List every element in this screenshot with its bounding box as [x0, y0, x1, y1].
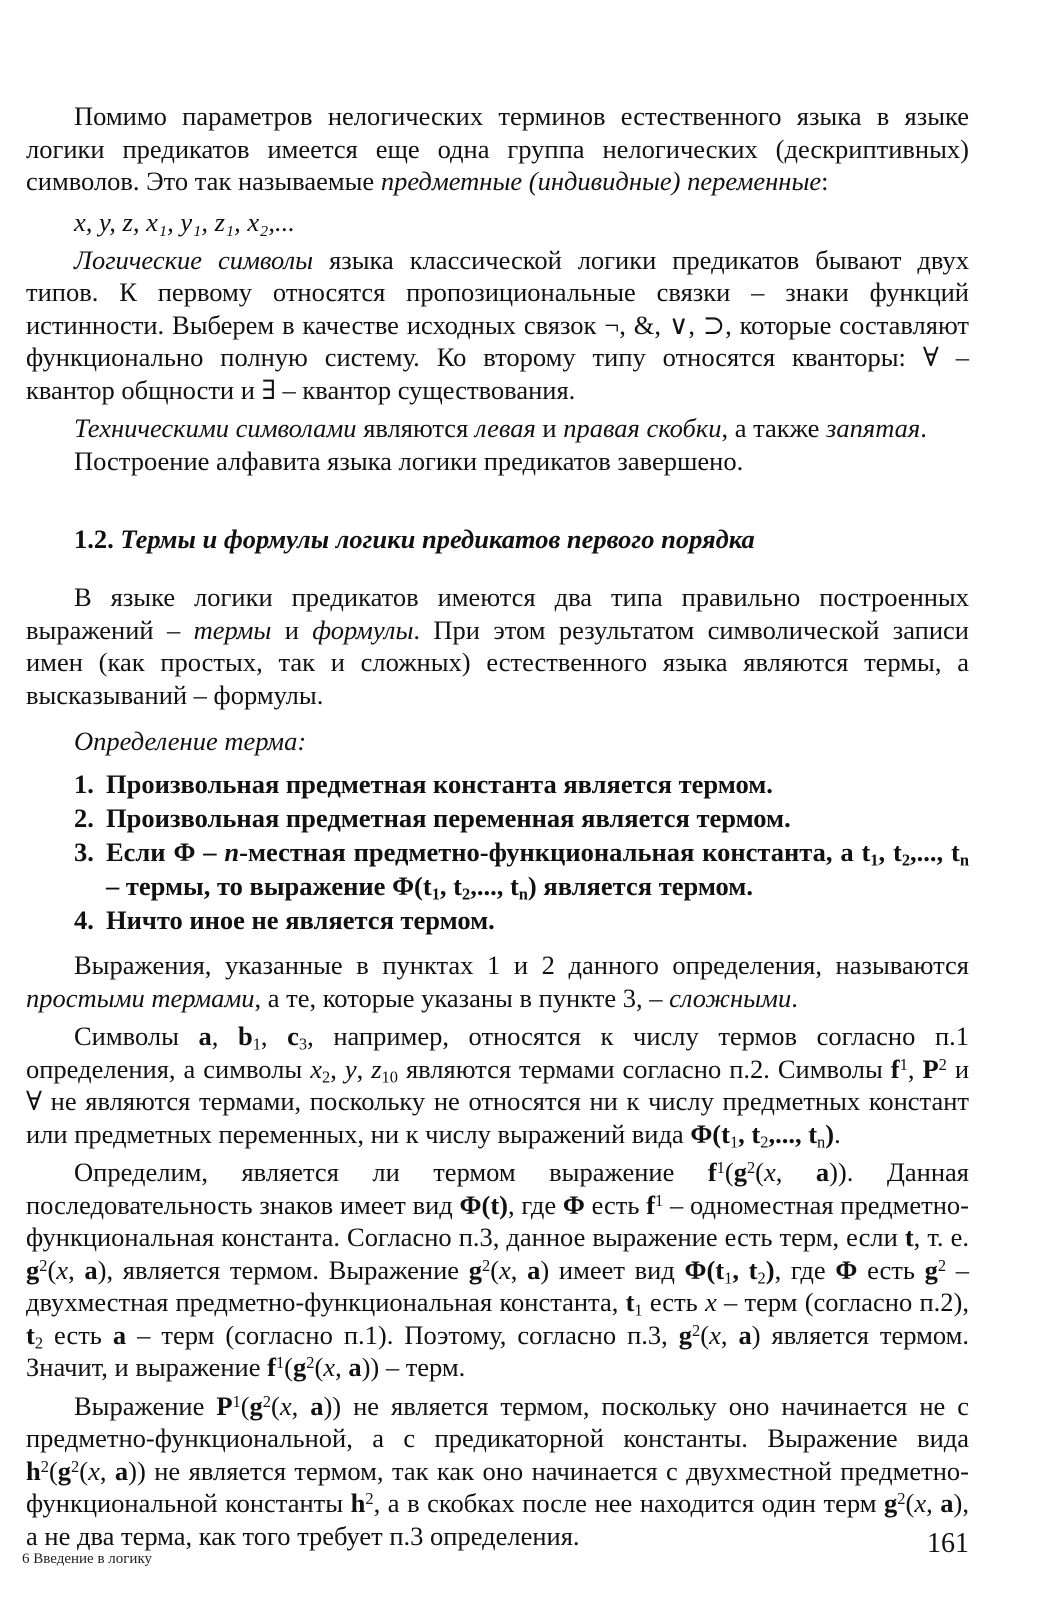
paragraph-simple-complex-terms: Выражения, указанные в пунктах 1 и 2 данного определения, называются простыми термами, а те, которые указаны в пункте 3, – сложными.: [26, 950, 969, 1013]
paragraph-variables: Помимо параметров нелогических терминов естественного языка в языке логики предикатов имеется еще одна группа нелогических (дескриптивных) символов. Это так называемые предметные (индивидные) переменные:: [26, 101, 969, 196]
paragraph-terms-formulas: В языке логики предикатов имеются два типа правильно построенных выражений – термы и формулы. При этом результатом символической записи имен (как простых, так и сложных) естественного языка являются термы, а высказываний – формулы.: [26, 582, 969, 710]
paragraph-technical-symbols: Техническими символами являются левая и правая скобки, а также запятая.: [74, 413, 927, 443]
paragraph-logical-symbols: Логические символы языка классической логики предикатов бывают двух типов. К первому относятся пропозициональные связки – знаки функций истинности. Выберем в качестве исходных связок ¬, &, ∨, ⊃, которые составляют функционально полную систему. Ко второму типу относятся кванторы: ∀ – квантор общности и ∃ – квантор существования.: [26, 244, 969, 405]
footer-signature: 6 Введение в логику: [22, 1551, 153, 1567]
definition-list: [26, 767, 969, 937]
definition-item: 2. Произвольная предметная переменная является термом.: [74, 803, 791, 833]
paragraph-term-analysis: Определим, является ли термом выражение $f^1(g^2(x$, a)). Данная последовательность знаков имеет вид Φ(t), где Φ есть $f^1$ – одноместная предметно-функциональная константа. Согласно п.3, данное выражение есть терм, если t, т. е. $g^2(x$, a), является термом. Выражение $g^2(x$, a) имеет вид $\Phi(t_1$, $t_2$), где Φ есть $g^2$ – двухместная предметно-функциональная константа, $t_1$ есть x – терм (согласно п.2), $t_2$ есть a – терм (согласно п.1). Поэтому, согласно п.3, $g^2(x$, a) является термом. Значит, и выражение $f^1(g^2(x$, a)) – терм.: [26, 1157, 970, 1382]
definition-item: 3. Если Φ – n-местная предметно-функциональная константа, а $t_1$, $t_2$,..., $t_n$ – термы, то выражение $\Phi(t_1$, $t_2$,..., $t_n$) является термом.: [74, 837, 970, 904]
paragraph-symbol-examples: Символы a, $b_1$, $c_3$, например, относятся к числу термов согласно п.1 определения, а символы $x_2$, y, $z_{10}$ являются термами согласно п.2. Символы $f^1$, $P^2$ и ∀ не являются термами, поскольку не относятся ни к числу предметных констант или предметных переменных, ни к числу выражений вида $\Phi(t_1$, $t_2$,..., $t_n$).: [26, 1021, 970, 1152]
definition-item: 4. Ничто иное не является термом.: [74, 905, 495, 935]
paragraph-alphabet-complete: Построение алфавита языка логики предикатов завершено.: [74, 445, 744, 476]
section-heading: 1.2. Термы и формулы логики предикатов первого порядка: [74, 524, 755, 554]
paragraph-non-term-examples: Выражение $P^1(g^2(x$, a)) не является термом, поскольку оно начинается не с предметно-функциональной, а с предикаторной константы. Выражение вида $h^2(g^2(x$, a)) не является термом, так как оно начинается с двухместной предметно-функциональной константы $h^2$, а в скобках после нее находится один терм $g^2(x$, a), а не два терма, как того требует п.3 определения.: [26, 1390, 970, 1551]
definition-item: 1. Произвольная предметная константа является термом.: [74, 769, 773, 799]
page-number: 161: [927, 1528, 969, 1559]
definition-title: Определение терма:: [74, 726, 307, 756]
variables-list: x, y, z, x₁, y₁, z₁, x₂,...: [74, 206, 295, 237]
